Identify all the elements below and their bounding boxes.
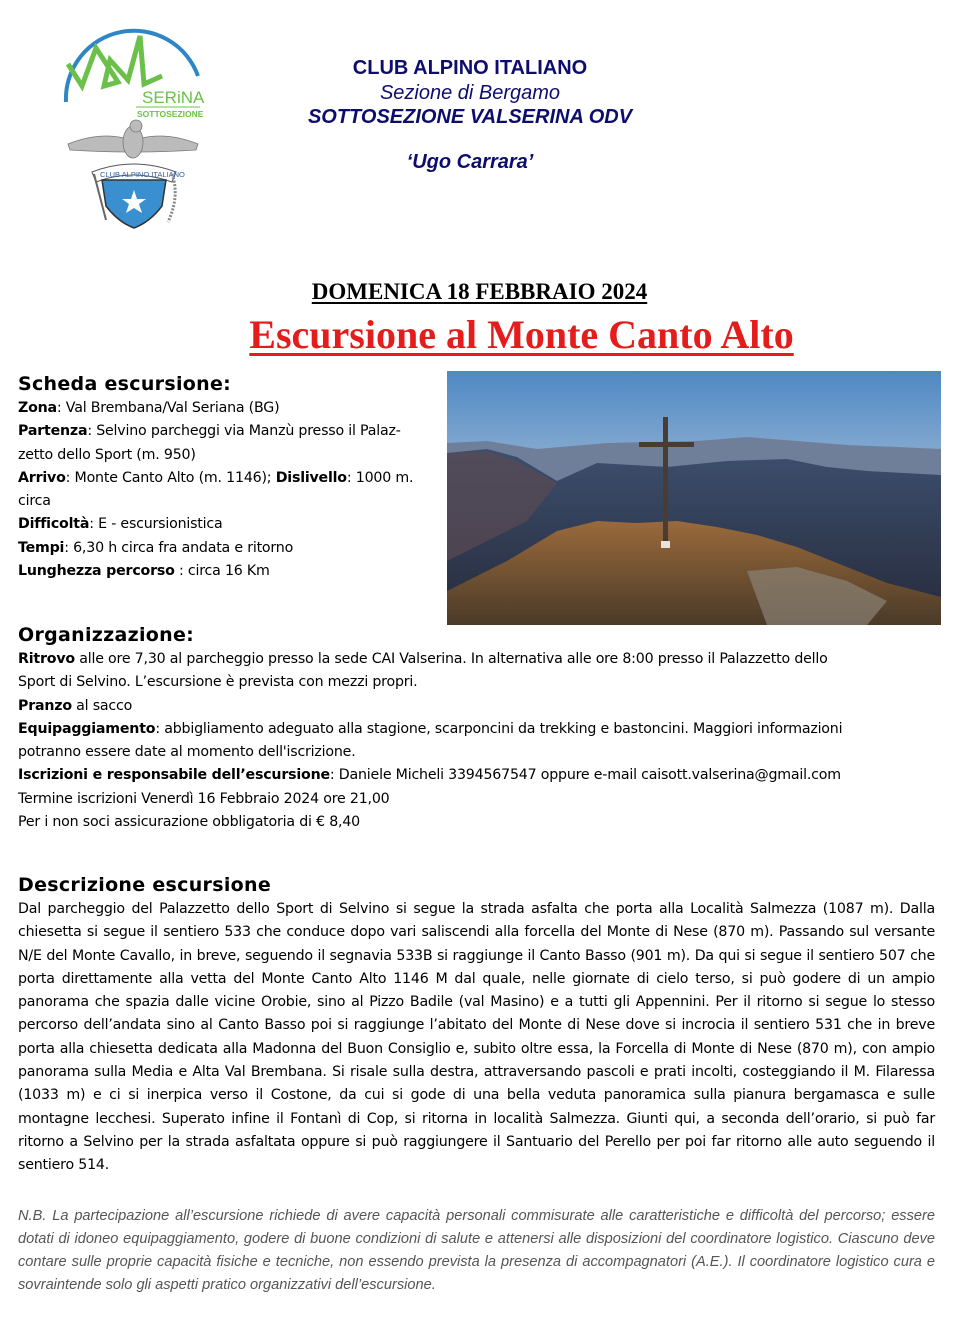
lunghezza-value: : circa 16 Km	[174, 563, 270, 580]
equipaggiamento-label: Equipaggiamento	[18, 720, 156, 737]
ritrovo-label: Ritrovo	[18, 651, 75, 667]
event-date	[0, 278, 959, 306]
ritrovo-row	[18, 648, 943, 671]
iscrizioni-row	[18, 764, 943, 787]
difficolta-row	[18, 513, 448, 536]
difficolta-label: Difficoltà	[18, 516, 90, 533]
iscrizioni-value: : Daniele Micheli 3394567547 oppure e-mail caisott.valserina@gmail.com	[329, 767, 841, 784]
tempi-label: Tempi	[18, 539, 65, 556]
assicurazione: Per i non soci assicurazione obbligatoria di € 8,40	[18, 814, 360, 831]
descrizione-text: Dal parcheggio del Palazzetto dello Sport di Selvino si segue la strada asfalta che porta alla Località Salmezza (1087 m). Dalla chiesetta si segue il sentiero 533 che conduce dopo vari saliscendi alla forcella del Monte di Nese (870 m). Passando sul versante N/E del Monte Cavallo, in breve, seguendo il segnavia 533B si raggiunge il Canto Basso (901 m). Da qui si segue il sentiero 507 che porta direttamente alla vetta del Monte Canto Alto 1146 M dal quale, nelle giornate di cielo terso, si può godere di un ampio panorama che spazia dalle vicine Orobie, sino al Pizzo Badile (val Masino) e a tutti gli Appennini. Per il ritorno si segue lo stesso percorso dell’andata sino al Canto Basso poi si raggiunge l’abitato del Monte di Nese dove si incrocia il sentiero 531 che in breve porta alla chiesetta dedicata alla Madonna del Buon Consiglio e, subito oltre essa, la Forcella di Monte di Nese (870 m), con ampio panorama sulla Media e Alta Val Brembana. Si risale sulla destra, attraversando pascoli e prati incolti, costeggiando il M. Filaressa (1033 m) e ci si inerpica verso il Costone, da cui si gode di una bella veduta panoramica sulla pianura bergamasca e sulle montagne lecchesi. Superato infine il Fontanì di Cop, si ritorna in località Salmezza. Giunti qui, a seconda dell’orario, si può far ritorno a Selvino per la strada asfaltata oppure si può raggiungere il Santuario del Perello per poi far ritorno alle auto seguendo il sentiero 514.	[18, 901, 935, 1174]
organizzazione	[18, 622, 943, 834]
pranzo-label: Pranzo	[18, 697, 72, 714]
scheda-heading: Scheda escursione:	[18, 373, 232, 395]
ritrovo-row-cont: Sport di Selvino. L’escursione è prevista con mezzi propri.	[18, 674, 418, 691]
summit-photo-illustration	[447, 371, 941, 625]
zona-value: : Val Brembana/Val Seriana (BG)	[56, 400, 280, 416]
logo-graphic	[58, 24, 208, 230]
tempi-row	[18, 537, 448, 560]
cai-valserina-logo	[58, 24, 208, 230]
zona-label: Zona	[18, 400, 57, 416]
logo-serina-text: SERiNA	[142, 88, 205, 107]
equipaggiamento-value: : abbigliamento adeguato alla stagione, scarponcini da trekking e bastoncini. Maggiori informazioni	[155, 720, 843, 737]
dislivello-row-cont: circa	[18, 493, 51, 510]
partenza-row	[18, 420, 448, 443]
nota-bene: N.B. La partecipazione all’escursione richiede di avere capacità personali commisurate alle caratteristiche e difficoltà del percorso; essere dotati di idoneo equipaggiamento, godere di buone condizioni di salute e attenersi alle disposizioni del coordinatore logistico. Ciascuno deve contare sulle proprie capacità fisiche e tecniche, non essendo prevista la presenza di accompagnatori (A.E.). Il coordinatore logistico cura e sovraintende solo gli aspetti pratico organizzativi dell’escursione.	[18, 1208, 935, 1293]
arrivo-value: : Monte Canto Alto (m. 1146);	[65, 469, 276, 486]
scheda-escursione	[18, 371, 448, 583]
event-title-text: Escursione al Monte Canto Alto	[249, 312, 794, 357]
club-name: CLUB ALPINO ITALIANO	[352, 57, 588, 79]
logo-ribbon-text: CLUB ALPINO ITALIANO	[100, 170, 185, 179]
arrivo-row	[18, 467, 448, 490]
descrizione-escursione	[18, 872, 935, 1178]
tempi-value: : 6,30 h circa fra andata e ritorno	[64, 539, 294, 556]
pranzo-row	[18, 695, 943, 718]
partenza-value: : Selvino parcheggi via Manzù presso il Palaz-	[87, 423, 401, 440]
event-title	[0, 311, 959, 359]
organization-header	[260, 56, 680, 175]
partenza-row-cont: zetto dello Sport (m. 950)	[18, 446, 196, 463]
ritrovo-value: alle ore 7,30 al parcheggio presso la sede CAI Valserina. In alternativa alle ore 8:00 presso il Palazzetto dello	[74, 651, 828, 667]
organizzazione-heading: Organizzazione:	[18, 624, 195, 646]
subsection-name: SOTTOSEZIONE VALSERINA ODV	[307, 106, 633, 128]
zona-row	[18, 397, 448, 420]
summit-photo	[447, 371, 941, 625]
equipaggiamento-row-cont: potranno essere date al momento dell'iscrizione.	[18, 744, 356, 761]
event-date-text: DOMENICA 18 FEBBRAIO 2024	[311, 279, 648, 304]
termine-iscrizioni: Termine iscrizioni Venerdì 16 Febbraio 2024 ore 21,00	[18, 790, 390, 807]
logo-sottosezione-text: SOTTOSEZIONE	[137, 109, 204, 119]
descrizione-heading: Descrizione escursione	[18, 874, 272, 896]
logo-mountain	[68, 36, 162, 86]
dislivello-label: Dislivello	[275, 469, 347, 486]
lunghezza-row	[18, 560, 448, 583]
eagle-icon	[68, 120, 198, 158]
dislivello-value: : 1000 m.	[346, 469, 414, 486]
pranzo-value: al sacco	[71, 697, 133, 714]
arrivo-label: Arrivo	[18, 469, 66, 486]
section-name: Sezione di Bergamo	[379, 82, 561, 104]
difficolta-value: : E - escursionistica	[89, 516, 223, 533]
equipaggiamento-row	[18, 718, 943, 741]
partenza-label: Partenza	[18, 423, 88, 440]
lunghezza-label: Lunghezza percorso	[18, 563, 175, 580]
subsection-dedication: ‘Ugo Carrara’	[406, 151, 534, 173]
iscrizioni-label: Iscrizioni e responsabile dell’escursione	[18, 767, 330, 784]
